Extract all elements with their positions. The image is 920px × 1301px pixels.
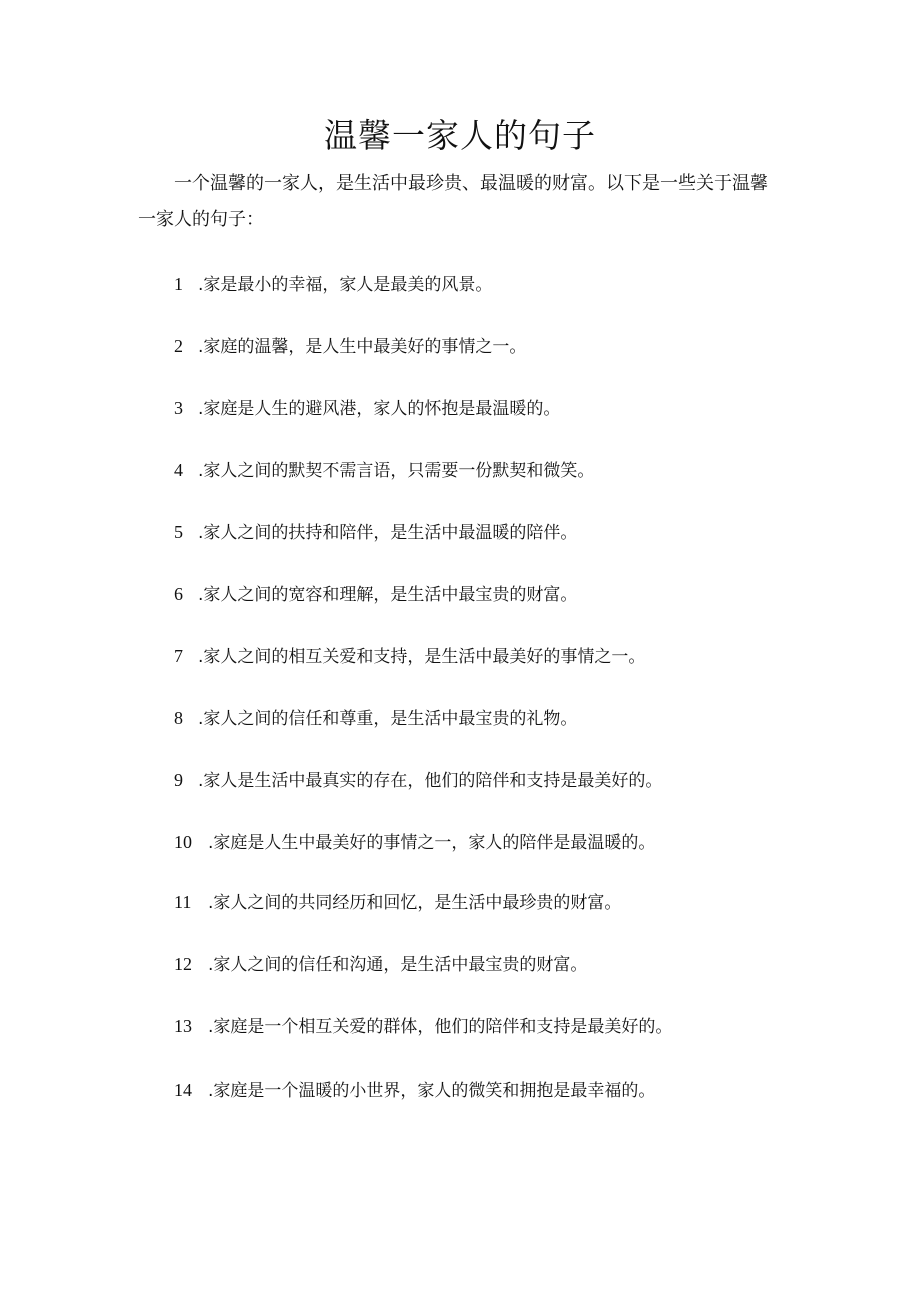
list-item: [174, 636, 645, 676]
item-text: .家人之间的共同经历和回忆，是生活中最珍贵的财富。: [208, 893, 622, 913]
item-text: .家庭是一个相互关爱的群体，他们的陪伴和支持是最美好的。: [208, 1017, 673, 1037]
item-number: 11: [174, 892, 192, 912]
document-title: 温馨一家人的句子: [324, 116, 596, 155]
intro-paragraph: 一个温馨的一家人，是生活中最珍贵、最温暖的财富。以下是一些关于温馨一家人的句子：: [138, 173, 768, 230]
item-number: 12: [174, 954, 192, 974]
item-text: .家庭是人生中最美好的事情之一，家人的陪伴是最温暖的。: [208, 833, 656, 853]
item-number: 7: [174, 646, 183, 666]
item-text: .家庭是人生的避风港，家人的怀抱是最温暖的。: [198, 399, 561, 419]
item-text: .家人之间的默契不需言语，只需要一份默契和微笑。: [198, 461, 595, 481]
item-text: .家人之间的相互关爱和支持，是生活中最美好的事情之一。: [198, 647, 646, 667]
item-text: .家庭的温馨，是人生中最美好的事情之一。: [198, 337, 527, 357]
list-item: [174, 264, 492, 304]
item-number: 6: [174, 584, 183, 604]
list-item: [174, 326, 526, 366]
list-item: [174, 1070, 655, 1110]
item-text: .家人是生活中最真实的存在，他们的陪伴和支持是最美好的。: [198, 771, 663, 791]
item-number: 4: [174, 460, 183, 480]
item-text: .家是最小的幸福，家人是最美的风景。: [198, 275, 493, 295]
list-item: [174, 760, 662, 800]
list-item: [174, 512, 577, 552]
list-item: [174, 822, 655, 862]
item-number: 5: [174, 522, 183, 542]
list-item: [174, 882, 621, 922]
list-item: [174, 574, 577, 614]
item-number: 14: [174, 1080, 192, 1100]
list-item: [174, 450, 594, 490]
item-number: 2: [174, 336, 183, 356]
item-number: 8: [174, 708, 183, 728]
item-text: .家庭是一个温暖的小世界，家人的微笑和拥抱是最幸福的。: [208, 1081, 656, 1101]
item-text: .家人之间的信任和尊重，是生活中最宝贵的礼物。: [198, 709, 578, 729]
item-number: 13: [174, 1016, 192, 1036]
list-item: [174, 1006, 672, 1046]
list-item: [174, 698, 577, 738]
item-number: 9: [174, 770, 183, 790]
item-number: 3: [174, 398, 183, 418]
item-text: .家人之间的宽容和理解，是生活中最宝贵的财富。: [198, 585, 578, 605]
item-text: .家人之间的信任和沟通，是生活中最宝贵的财富。: [208, 955, 588, 975]
list-item: [174, 944, 587, 984]
item-text: .家人之间的扶持和陪伴，是生活中最温暖的陪伴。: [198, 523, 578, 543]
list-item: [174, 388, 560, 428]
item-number: 10: [174, 832, 192, 852]
item-number: 1: [174, 274, 183, 294]
